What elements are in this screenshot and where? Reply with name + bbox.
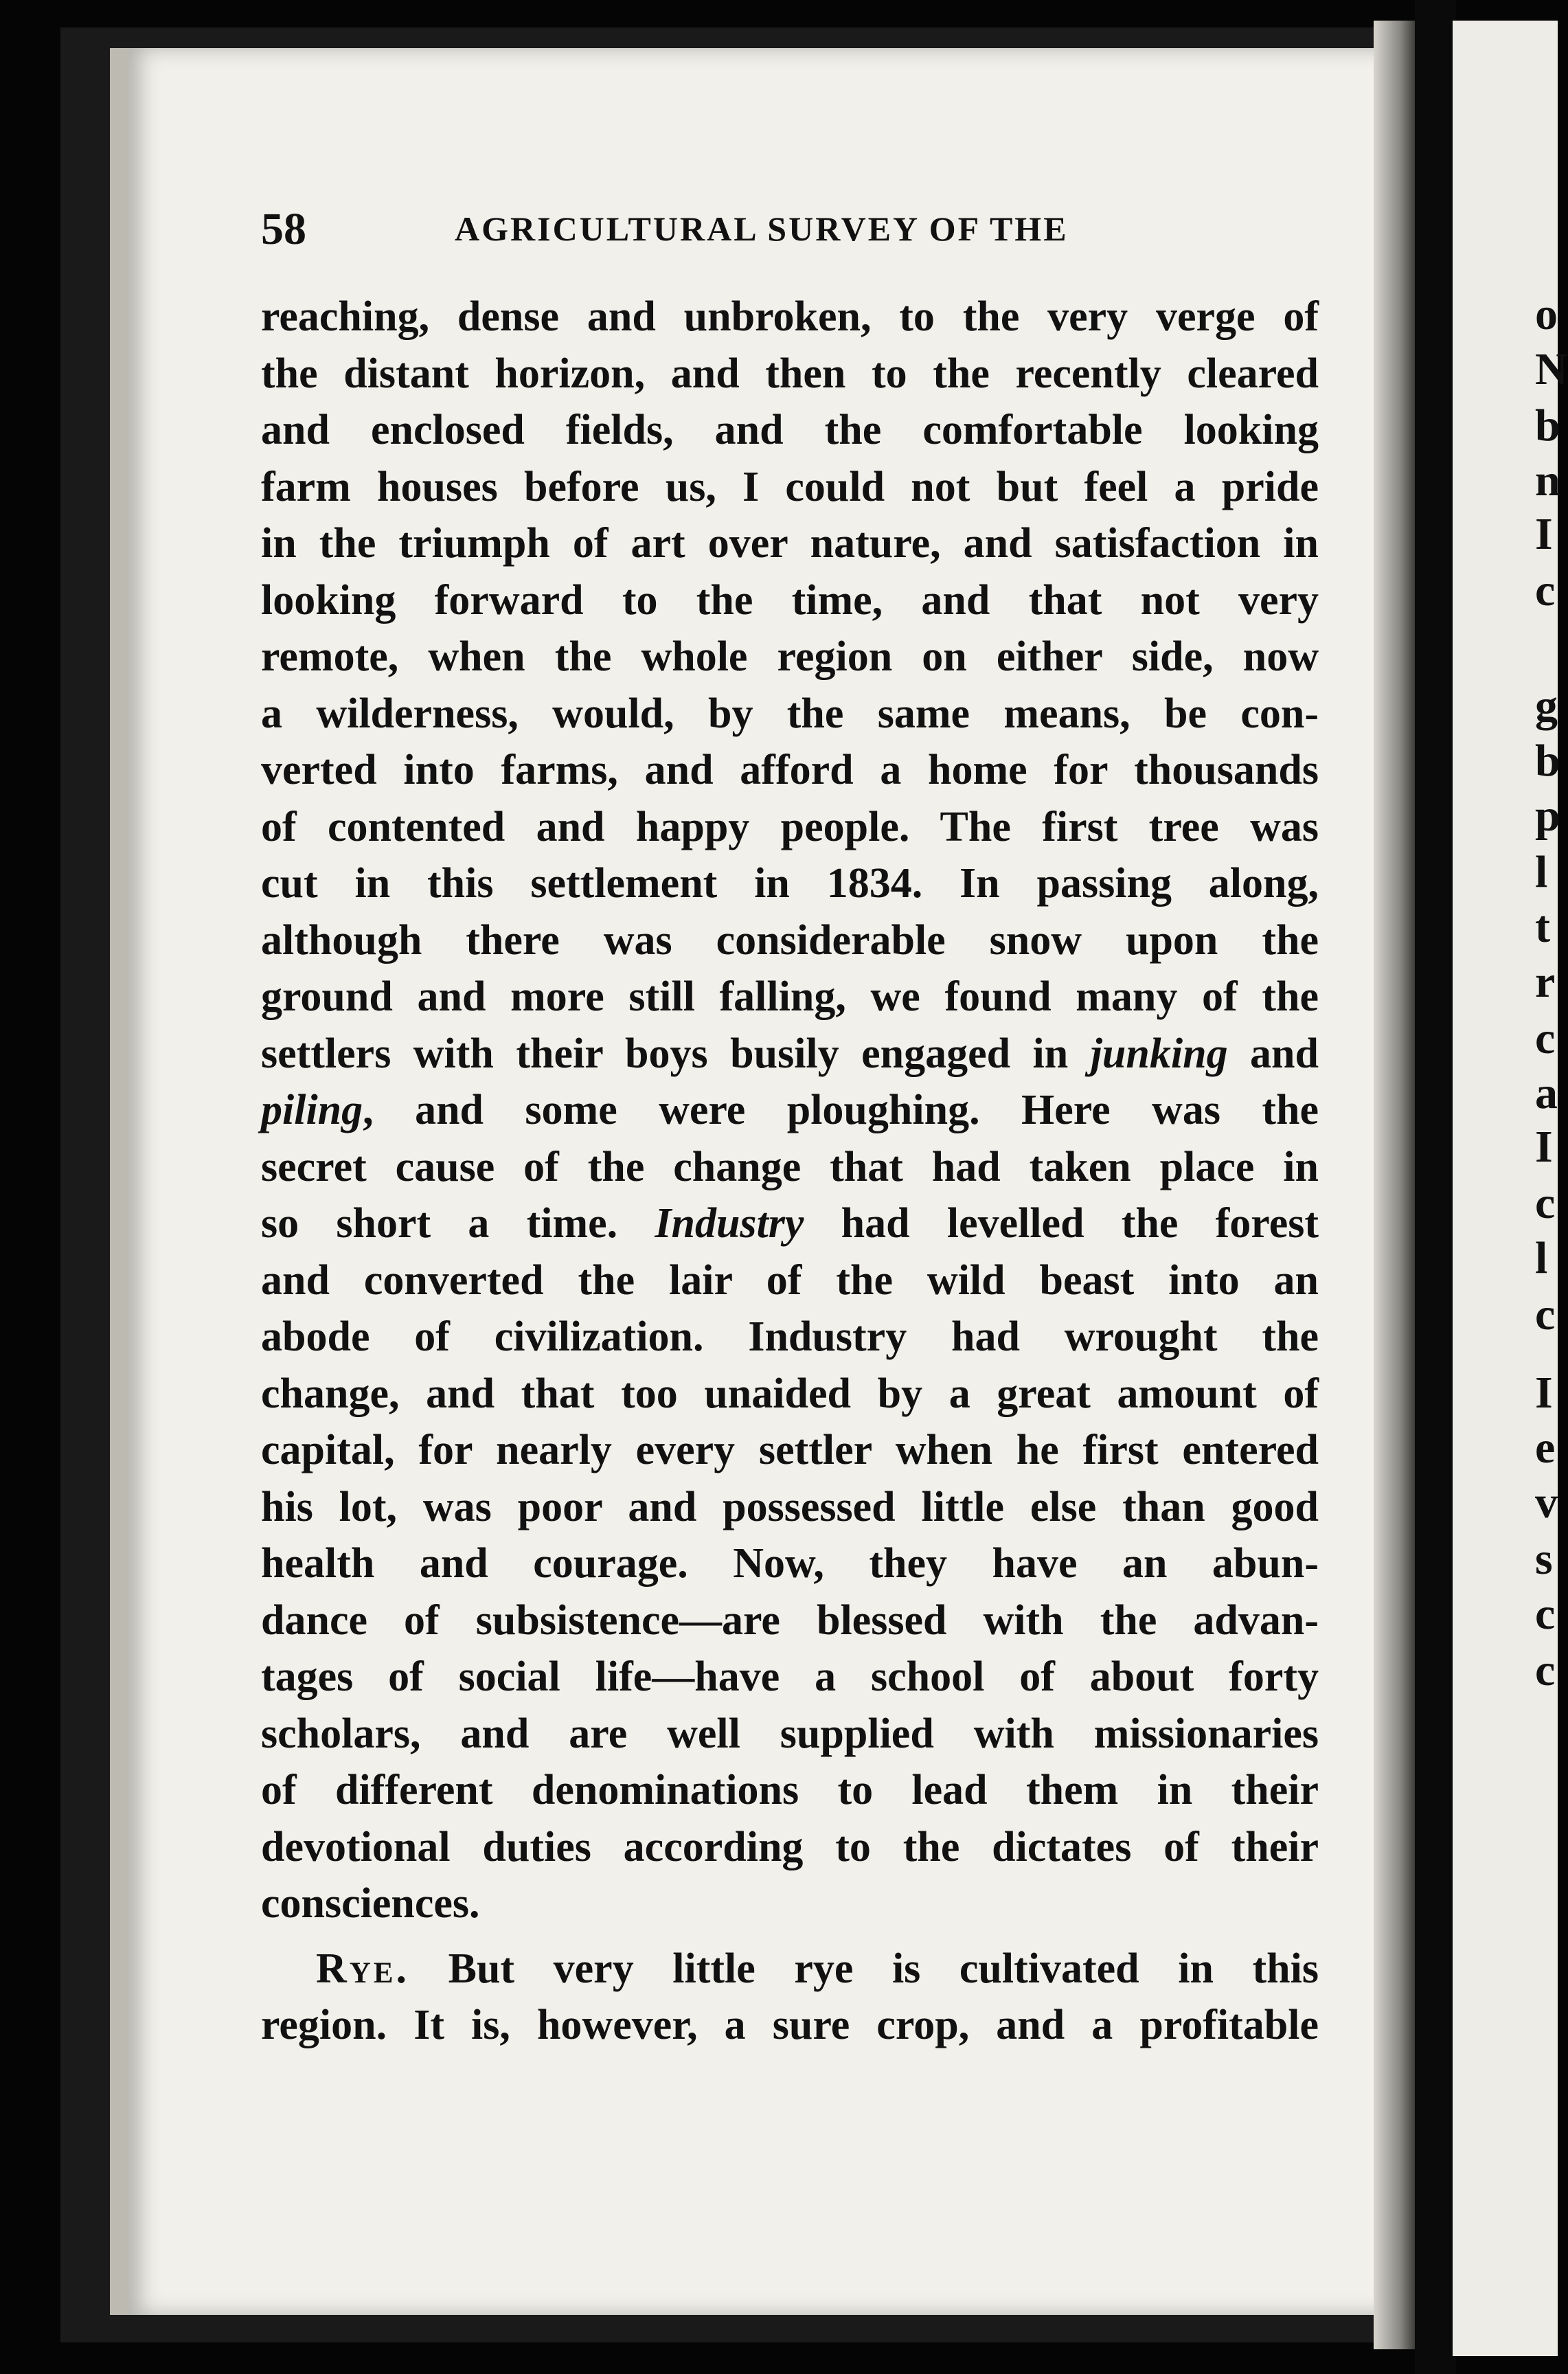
facing-page-letter: b	[1535, 400, 1560, 451]
facing-page-letter: e	[1535, 1423, 1556, 1473]
text-line: ground and more still falling, we found many of the	[261, 973, 1319, 1020]
italic-term: Industry	[655, 1200, 804, 1247]
text-line: abode of civilization. Industry had wrought the	[261, 1313, 1319, 1360]
facing-page-letter: c	[1535, 565, 1556, 615]
text-line: a wilderness, would, by the same means, be con-	[261, 690, 1319, 737]
facing-page-letter: c	[1535, 1645, 1556, 1695]
running-header	[261, 203, 1085, 258]
facing-page-letter: a	[1535, 1068, 1558, 1118]
text-line: verted into farms, and afford a home for thousands	[261, 747, 1319, 793]
facing-page-letter: I	[1535, 1368, 1553, 1418]
facing-page-letter: n	[1535, 455, 1560, 506]
section-heading: Rye.	[316, 1945, 410, 1992]
text-line: secret cause of the change that had taken place in	[261, 1143, 1319, 1190]
text-line: settlers with their boys busily engaged in junking and	[261, 1030, 1319, 1077]
facing-page-letter: c	[1535, 1289, 1556, 1339]
text-line: piling, and some were ploughing. Here was the	[261, 1087, 1319, 1133]
text-line: of different denominations to lead them in their	[261, 1767, 1319, 1813]
facing-page-letter: I	[1535, 1122, 1553, 1172]
italic-term: piling	[261, 1087, 363, 1133]
text-line: reaching, dense and unbroken, to the very verge of	[261, 293, 1319, 340]
text-line: cut in this settlement in 1834. In passing along,	[261, 860, 1319, 907]
text-line: of contented and happy people. The first tree was	[261, 803, 1319, 850]
facing-page-letter: p	[1535, 791, 1560, 841]
facing-page-letter: c	[1535, 1589, 1556, 1639]
facing-page-letter: N	[1535, 344, 1568, 394]
facing-page-letter: t	[1535, 902, 1550, 952]
book-gutter	[1415, 0, 1456, 2374]
text-line: tages of social life—have a school of about forty	[261, 1653, 1319, 1700]
text-line: farm houses before us, I could not but feel a pride	[261, 463, 1319, 510]
facing-page-letter: v	[1535, 1478, 1558, 1528]
text-line: health and courage. Now, they have an abun-	[261, 1540, 1319, 1587]
text-line: looking forward to the time, and that not very	[261, 576, 1319, 624]
italic-term: junking	[1090, 1030, 1228, 1077]
page-number: 58	[261, 204, 306, 254]
text-line: region. It is, however, a sure crop, and a profitable	[261, 2002, 1319, 2048]
text-line: in the triumph of art over nature, and satisfaction in	[261, 520, 1319, 567]
text-line: and converted the lair of the wild beast into an	[261, 1256, 1319, 1304]
text-line: capital, for nearly every settler when he first entered	[261, 1427, 1319, 1473]
running-title: AGRICULTURAL SURVEY OF THE	[455, 210, 1069, 248]
facing-page-letter: l	[1535, 847, 1548, 897]
facing-page-letter: o	[1535, 289, 1558, 339]
facing-page-letter: I	[1535, 509, 1553, 559]
text-line: the distant horizon, and then to the recently cleared	[261, 350, 1319, 397]
text-line: consciences.	[261, 1880, 480, 1927]
text-line: so short a time. Industry had levelled the forest	[261, 1200, 1319, 1247]
text-line: remote, when the whole region on either side, now	[261, 633, 1319, 680]
facing-page-letter: b	[1535, 736, 1560, 786]
facing-page-letter: g	[1535, 681, 1558, 731]
facing-page-letter: c	[1535, 1013, 1556, 1063]
text-line: scholars, and are well supplied with missionaries	[261, 1710, 1319, 1757]
body-text	[261, 289, 1319, 2054]
text-line: and enclosed fields, and the comfortable looking	[261, 407, 1319, 453]
text-line: although there was considerable snow upon the	[261, 916, 1319, 964]
text-line: his lot, was poor and possessed little else than good	[261, 1483, 1319, 1530]
section-line: Rye. But very little rye is cultivated in this	[316, 1945, 1319, 1992]
facing-page-letter: c	[1535, 1178, 1556, 1228]
facing-page-letter: s	[1535, 1534, 1553, 1584]
text-line: change, and that too unaided by a great amount of	[261, 1370, 1319, 1417]
text-line: dance of subsistence—are blessed with the advan-	[261, 1596, 1319, 1644]
facing-page-letter: l	[1535, 1233, 1548, 1283]
text-line: devotional duties according to the dictates of their	[261, 1823, 1319, 1870]
facing-page-letter: r	[1535, 957, 1556, 1007]
